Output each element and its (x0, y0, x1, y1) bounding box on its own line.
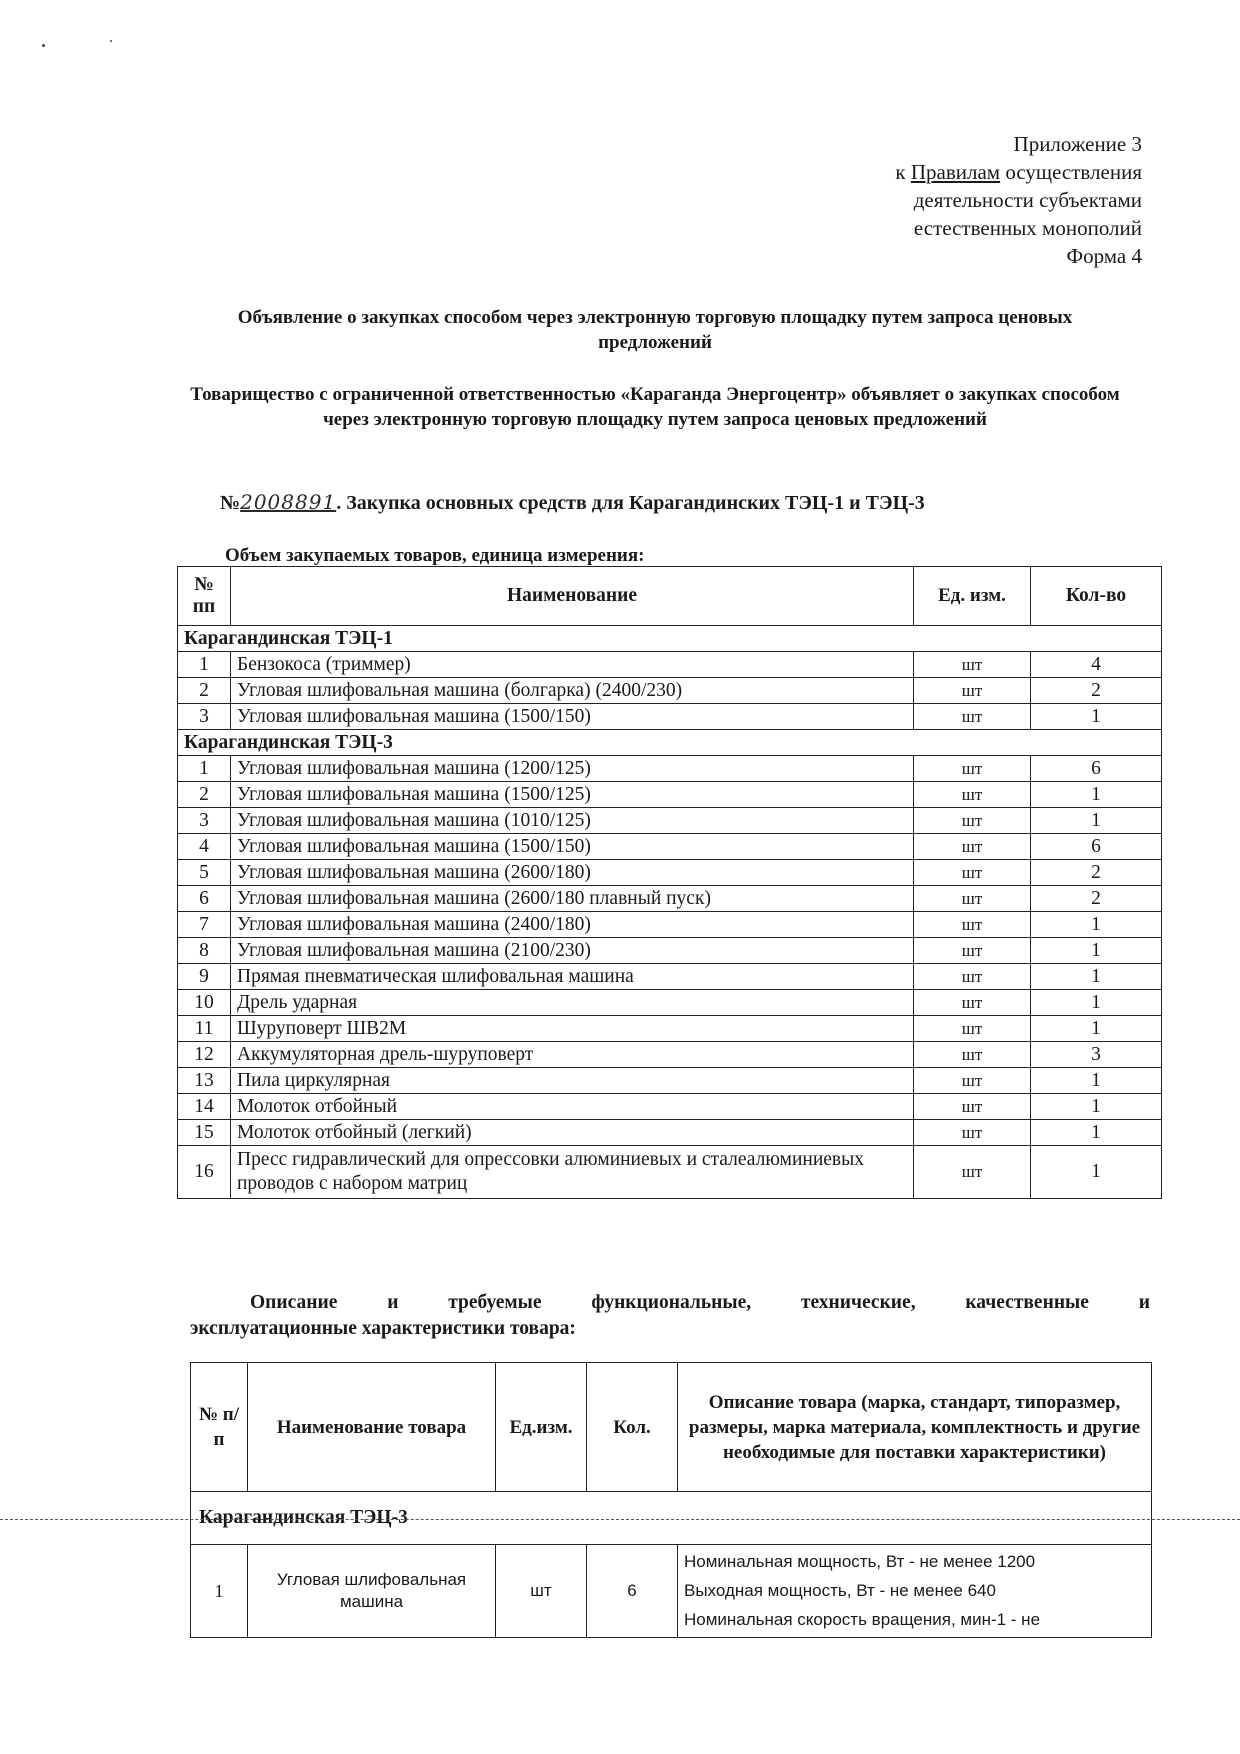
table-header-row (178, 567, 1162, 626)
table-row (178, 990, 1162, 1016)
page-cut-line (0, 1519, 1240, 1520)
heading-word: качественные (965, 1292, 1089, 1313)
cell-num: 1 (178, 652, 231, 678)
cell-unit: шт (914, 912, 1031, 938)
cell-name: Бензокоса (триммер) (231, 652, 914, 678)
rules-link[interactable]: Правилам (910, 160, 1001, 184)
cell-unit: шт (914, 1146, 1031, 1199)
header-name: Наименование (231, 567, 914, 626)
cell-name: Молоток отбойный (легкий) (231, 1120, 914, 1146)
cell-name: Угловая шлифовальная машина (2400/180) (231, 912, 914, 938)
section-title: Карагандинская ТЭЦ-3 (191, 1492, 1152, 1545)
cell-qty: 2 (1031, 860, 1162, 886)
cell-num: 10 (178, 990, 231, 1016)
lot-line (220, 490, 925, 515)
appendix-line: естественных монополий (913, 216, 1142, 240)
section-row (191, 1492, 1152, 1545)
appendix-line (895, 158, 1142, 186)
cell-num: 16 (178, 1146, 231, 1199)
section-row (178, 730, 1162, 756)
appendix-line: деятельности субъектами (913, 188, 1142, 212)
cell-qty: 6 (1031, 756, 1162, 782)
cell-num: 1 (178, 756, 231, 782)
table-row (178, 964, 1162, 990)
cell-name: Угловая шлифовальная машина (248, 1545, 496, 1638)
cell-num: 5 (178, 860, 231, 886)
header-description: Описание товара (марка, стандарт, типоразмер, размеры, марка материала, комплектность и другие необходимые для поставки характеристики) (678, 1363, 1152, 1492)
volume-heading: Объем закупаемых товаров, единица измерения: (225, 545, 645, 566)
cell-name: Угловая шлифовальная машина (1200/125) (231, 756, 914, 782)
company-announcement: Товарищество с ограниченной ответственностью «Караганда Энергоцентр» объявляет о закупках способом через электронную торговую площадку путем запроса ценовых предложений (190, 384, 1120, 430)
cell-qty: 1 (1031, 1120, 1162, 1146)
spec-line: Выходная мощность, Вт - не менее 640 (684, 1581, 996, 1600)
cell-qty: 4 (1031, 652, 1162, 678)
heading-word: технические, (800, 1292, 916, 1313)
cell-num: 4 (178, 834, 231, 860)
cell-unit: шт (914, 782, 1031, 808)
cell-num: 13 (178, 1068, 231, 1094)
header-num: № п/п (191, 1363, 248, 1492)
appendix-prefix: к (895, 160, 911, 184)
cell-qty: 1 (1031, 782, 1162, 808)
cell-num: 6 (178, 886, 231, 912)
cell-qty: 1 (1031, 1146, 1162, 1199)
cell-unit: шт (914, 886, 1031, 912)
header-unit: Ед.изм. (496, 1363, 587, 1492)
table-row (178, 1120, 1162, 1146)
lot-prefix: № (220, 492, 241, 514)
cell-num: 8 (178, 938, 231, 964)
cell-name: Прямая пневматическая шлифовальная машина (231, 964, 914, 990)
cell-unit: шт (914, 704, 1031, 730)
description-table (190, 1362, 1152, 1638)
cell-unit: шт (914, 990, 1031, 1016)
description-heading-line1 (190, 1290, 1150, 1316)
table-row (178, 860, 1162, 886)
table-row (178, 756, 1162, 782)
spec-line: Номинальная мощность, Вт - не менее 1200 (684, 1552, 1036, 1571)
header-qty: Кол-во (1031, 567, 1162, 626)
volume-table-body (178, 626, 1162, 1199)
table-row (178, 678, 1162, 704)
section-row (178, 626, 1162, 652)
appendix-block (895, 130, 1142, 270)
cell-num: 14 (178, 1094, 231, 1120)
cell-qty: 3 (1031, 1042, 1162, 1068)
cell-unit: шт (914, 938, 1031, 964)
header-num: № пп (178, 567, 231, 626)
section-title: Карагандинская ТЭЦ-3 (178, 730, 1162, 756)
volume-table (177, 566, 1162, 1199)
cell-unit: шт (914, 964, 1031, 990)
cell-unit: шт (914, 756, 1031, 782)
heading-word: и (387, 1292, 399, 1313)
table-row (178, 1042, 1162, 1068)
cell-qty: 1 (1031, 964, 1162, 990)
cell-qty: 1 (1031, 1016, 1162, 1042)
scan-speck (42, 44, 45, 47)
table-row (178, 1068, 1162, 1094)
cell-qty: 2 (1031, 678, 1162, 704)
cell-num: 7 (178, 912, 231, 938)
lot-text: . Закупка основных средств для Карагандинских ТЭЦ-1 и ТЭЦ-3 (336, 492, 925, 514)
table-row (178, 1016, 1162, 1042)
cell-qty: 1 (1031, 938, 1162, 964)
cell-qty: 1 (1031, 1094, 1162, 1120)
section-title: Карагандинская ТЭЦ-1 (178, 626, 1162, 652)
cell-qty: 1 (1031, 808, 1162, 834)
cell-name: Угловая шлифовальная машина (болгарка) (2400/230) (231, 678, 914, 704)
appendix-line: Приложение 3 (1013, 132, 1142, 156)
appendix-suffix: осуществления (1000, 160, 1142, 184)
cell-unit: шт (914, 860, 1031, 886)
cell-name: Угловая шлифовальная машина (1500/125) (231, 782, 914, 808)
cell-name: Пила циркулярная (231, 1068, 914, 1094)
cell-num: 2 (178, 678, 231, 704)
table-row (178, 938, 1162, 964)
cell-name: Шуруповерт ШВ2М (231, 1016, 914, 1042)
cell-qty: 1 (1031, 990, 1162, 1016)
cell-name: Угловая шлифовальная машина (2100/230) (231, 938, 914, 964)
cell-num: 9 (178, 964, 231, 990)
cell-name: Угловая шлифовальная машина (1500/150) (231, 704, 914, 730)
table-row (191, 1545, 1152, 1638)
table-row (178, 652, 1162, 678)
cell-qty: 1 (1031, 704, 1162, 730)
cell-num: 1 (191, 1545, 248, 1638)
lot-number: 2008891 (240, 490, 337, 514)
heading-word: Описание (250, 1292, 338, 1313)
document-title: Объявление о закупках способом через электронную торговую площадку путем запроса ценовых предложений (237, 307, 1073, 353)
header-qty: Кол. (587, 1363, 678, 1492)
description-heading-line2: эксплуатационные характеристики товара: (190, 1318, 576, 1339)
table-row (178, 704, 1162, 730)
cell-name: Угловая шлифовальная машина (2600/180) (231, 860, 914, 886)
cell-unit: шт (914, 1068, 1031, 1094)
cell-unit: шт (496, 1545, 587, 1638)
table-header-row (191, 1363, 1152, 1492)
cell-name: Угловая шлифовальная машина (1500/150) (231, 834, 914, 860)
cell-unit: шт (914, 1042, 1031, 1068)
table-row (178, 808, 1162, 834)
form-number: Форма 4 (1066, 244, 1142, 268)
description-heading (190, 1290, 1150, 1342)
cell-qty: 2 (1031, 886, 1162, 912)
cell-num: 12 (178, 1042, 231, 1068)
header-unit: Ед. изм. (914, 567, 1031, 626)
cell-unit: шт (914, 1016, 1031, 1042)
cell-unit: шт (914, 808, 1031, 834)
table-row (178, 834, 1162, 860)
cell-name: Угловая шлифовальная машина (1010/125) (231, 808, 914, 834)
header-name: Наименование товара (248, 1363, 496, 1492)
cell-name: Молоток отбойный (231, 1094, 914, 1120)
cell-qty: 1 (1031, 1068, 1162, 1094)
scan-speck (110, 40, 112, 42)
cell-unit: шт (914, 834, 1031, 860)
cell-unit: шт (914, 1120, 1031, 1146)
cell-spec (678, 1545, 1152, 1638)
table-row (178, 886, 1162, 912)
cell-num: 2 (178, 782, 231, 808)
cell-num: 3 (178, 704, 231, 730)
cell-num: 15 (178, 1120, 231, 1146)
cell-unit: шт (914, 1094, 1031, 1120)
cell-name: Аккумуляторная дрель-шуруповерт (231, 1042, 914, 1068)
table-row (178, 1094, 1162, 1120)
cell-num: 11 (178, 1016, 231, 1042)
cell-qty: 6 (587, 1545, 678, 1638)
table-row (178, 782, 1162, 808)
cell-unit: шт (914, 652, 1031, 678)
heading-word: функциональные, (591, 1292, 752, 1313)
cell-name: Дрель ударная (231, 990, 914, 1016)
table-row (178, 912, 1162, 938)
heading-word: требуемые (448, 1292, 542, 1313)
heading-word: и (1138, 1292, 1150, 1313)
cell-num: 3 (178, 808, 231, 834)
cell-qty: 1 (1031, 912, 1162, 938)
cell-name: Пресс гидравлический для опрессовки алюминиевых и сталеалюминиевых проводов с набором матриц (231, 1146, 914, 1199)
spec-line: Номинальная скорость вращения, мин-1 - не (684, 1610, 1041, 1629)
table-row (178, 1146, 1162, 1199)
cell-qty: 6 (1031, 834, 1162, 860)
cell-name: Угловая шлифовальная машина (2600/180 плавный пуск) (231, 886, 914, 912)
cell-unit: шт (914, 678, 1031, 704)
